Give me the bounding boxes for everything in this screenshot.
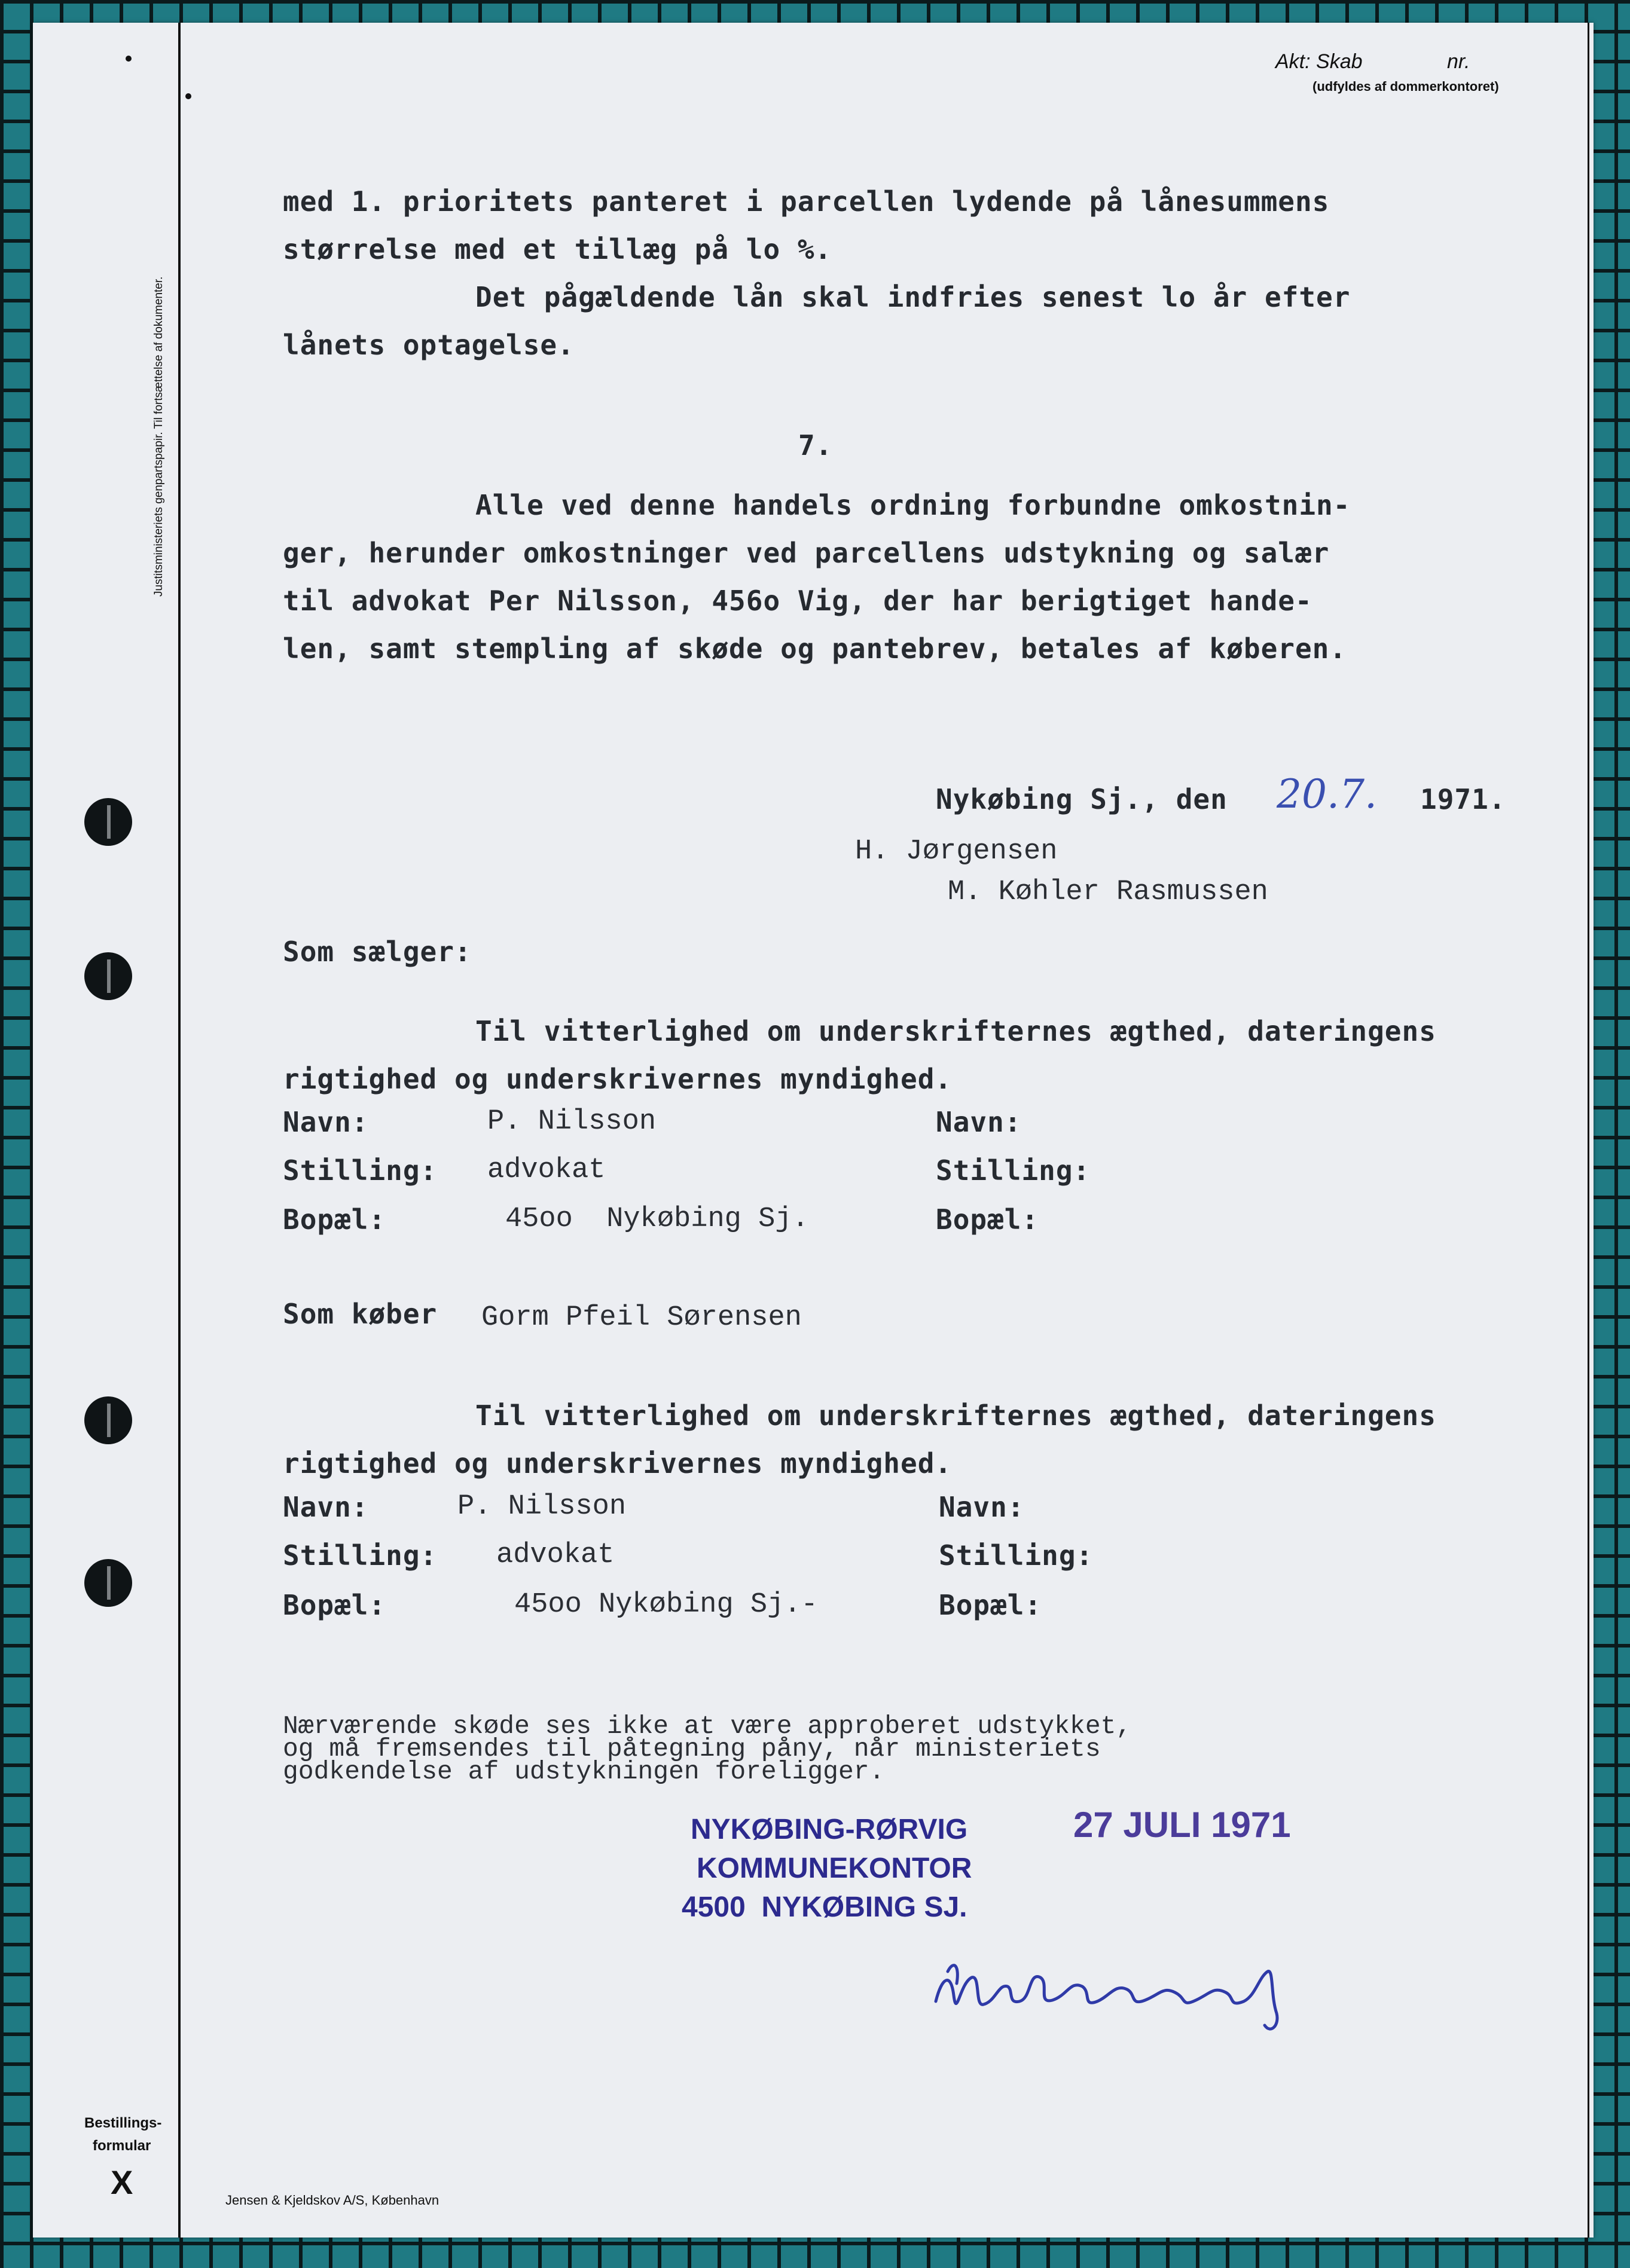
stilling-value: advokat (487, 1154, 606, 1186)
witness-line: Til vitterlighed om underskrifternes ægthed, dateringens (475, 1399, 1436, 1432)
signature (924, 1936, 1342, 2055)
body-line: Det pågældende lån skal indfries senest lo år efter (475, 281, 1351, 313)
bopael-label: Bopæl: (283, 1203, 386, 1236)
margin-tick (126, 56, 132, 62)
punch-hole (84, 1396, 132, 1444)
note-line: og må fremsendes til påtegning påny, når ministeriets (283, 1734, 1101, 1763)
stilling-label: Stilling: (283, 1154, 438, 1187)
seller-name: M. Køhler Rasmussen (948, 876, 1268, 908)
stilling-label-2: Stilling: (939, 1539, 1094, 1572)
nr-label: nr. (1447, 50, 1470, 73)
stamp-line: NYKØBING-RØRVIG (691, 1814, 968, 1845)
navn-label-2: Navn: (939, 1491, 1025, 1523)
body-line: størrelse med et tillæg på lo %. (283, 233, 832, 265)
punch-hole (84, 798, 132, 846)
akt-label: Akt: Skab (1275, 50, 1363, 73)
margin-tick (185, 93, 191, 99)
order-mark: X (111, 2163, 133, 2201)
navn-label: Navn: (283, 1491, 369, 1523)
stilling-label: Stilling: (283, 1539, 438, 1572)
bopael-value: 45oo Nykøbing Sj.- (514, 1589, 818, 1621)
right-margin-rule (1588, 23, 1589, 2238)
body-line: ger, herunder omkostninger ved parcellens udstykning og salær (283, 537, 1330, 569)
order-label: formular (93, 2138, 151, 2154)
margin-rule (178, 23, 181, 2238)
seller-name: H. Jørgensen (855, 836, 1058, 867)
bopael-label-2: Bopæl: (939, 1589, 1042, 1621)
printer-credit: Jensen & Kjeldskov A/S, København (225, 2193, 439, 2208)
witness-line: rigtighed og underskrivernes myndighed. (283, 1447, 953, 1480)
navn-value: P. Nilsson (457, 1491, 627, 1523)
stamp-date: 27 JULI 1971 (1073, 1805, 1291, 1845)
side-text: Justitsministeriets genpartspapir. Til fortsættelse af dokumenter. (152, 276, 165, 597)
navn-label: Navn: (283, 1106, 369, 1138)
stamp-line: KOMMUNEKONTOR (697, 1853, 972, 1884)
punch-hole (84, 952, 132, 1000)
body-line: len, samt stempling af skøde og pantebrev, betales af køberen. (283, 632, 1347, 665)
bopael-label: Bopæl: (283, 1589, 386, 1621)
bopael-label-2: Bopæl: (936, 1203, 1039, 1236)
stilling-label-2: Stilling: (936, 1154, 1091, 1187)
stamp-line: 4500 NYKØBING SJ. (682, 1891, 967, 1923)
punch-hole (84, 1559, 132, 1607)
body-line: med 1. prioritets panteret i parcellen lydende på lånesummens (283, 185, 1330, 218)
stilling-value: advokat (496, 1539, 615, 1571)
body-line: lånets optagelse. (283, 329, 575, 361)
body-line: Alle ved denne handels ordning forbundne omkostnin- (475, 489, 1351, 521)
navn-value: P. Nilsson (487, 1106, 657, 1138)
date-place: Nykøbing Sj., den (936, 783, 1228, 815)
date-year: 1971. (1420, 783, 1506, 815)
section-number: 7. (798, 429, 833, 461)
document-page (33, 23, 1594, 2238)
witness-line: Til vitterlighed om underskrifternes ægthed, dateringens (475, 1015, 1436, 1047)
handwritten-date: 20.7. (1277, 771, 1377, 817)
note-line: godkendelse af udstykningen foreligger. (283, 1757, 885, 1786)
header-note: (udfyldes af dommerkontoret) (1312, 79, 1499, 94)
buyer-label: Som køber (283, 1298, 438, 1330)
navn-label-2: Navn: (936, 1106, 1022, 1138)
seller-label: Som sælger: (283, 936, 472, 968)
bopael-value: 45oo Nykøbing Sj. (505, 1203, 809, 1235)
order-label: Bestillings- (84, 2115, 162, 2131)
buyer-name: Gorm Pfeil Sørensen (481, 1302, 802, 1334)
witness-line: rigtighed og underskrivernes myndighed. (283, 1063, 953, 1095)
body-line: til advokat Per Nilsson, 456o Vig, der har berigtiget hande- (283, 585, 1312, 617)
note-line: Nærværende skøde ses ikke at være approberet udstykket, (283, 1711, 1132, 1741)
